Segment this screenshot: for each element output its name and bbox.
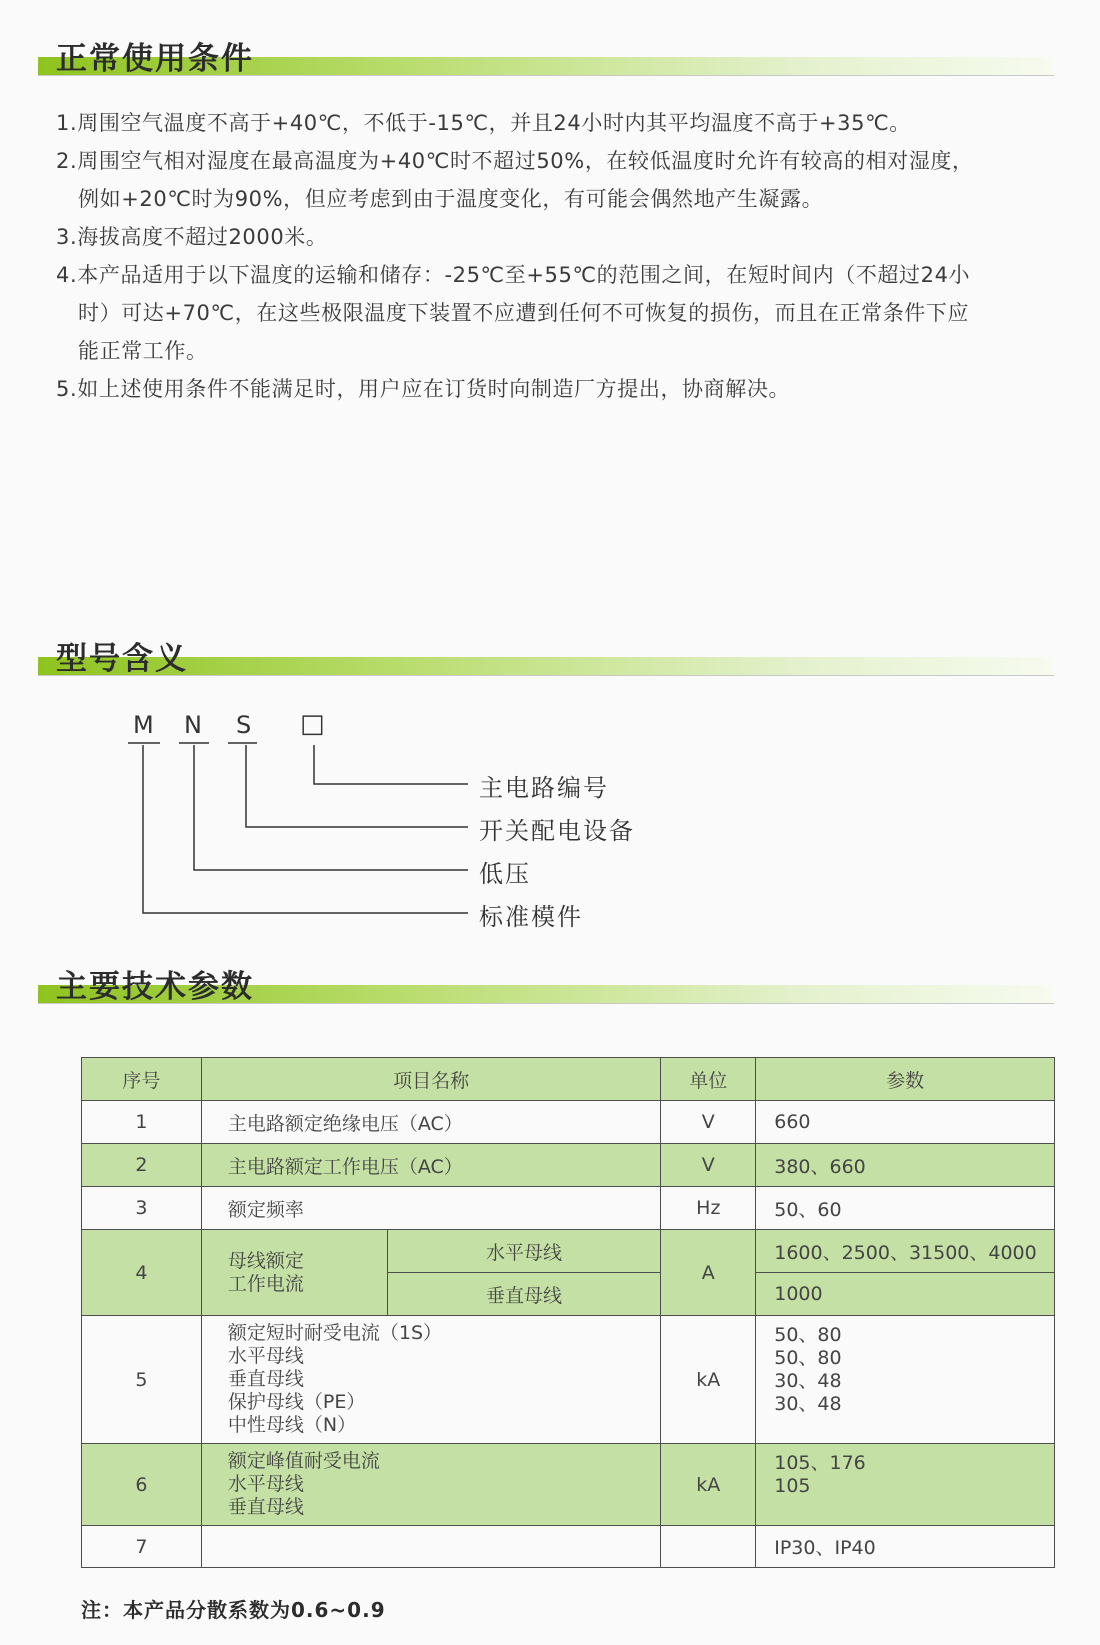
conditions-list bbox=[56, 104, 1056, 408]
model-label-low-voltage: 低压 bbox=[479, 860, 531, 888]
table-row: 1 主电路额定绝缘电压（AC） V 660 bbox=[82, 1101, 1055, 1144]
condition-item: 4.本产品适用于以下温度的运输和储存：-25℃至+55℃的范围之间，在短时间内（不超过24小 时）可达+70℃，在这些极限温度下装置不应遭到任何不可恢复的损伤，而且在正常条件下应 能正常工作。 bbox=[56, 263, 971, 363]
header-unit: 单位 bbox=[661, 1058, 756, 1101]
table-row: 2 主电路额定工作电压（AC） V 380、660 bbox=[82, 1144, 1055, 1187]
parameters-table bbox=[81, 1057, 1055, 1568]
condition-item: 5.如上述使用条件不能满足时，用户应在订货时向制造厂方提出，协商解决。 bbox=[56, 377, 791, 401]
section-title-model: 型号含义 bbox=[56, 641, 188, 677]
model-label-standard-module: 标准模件 bbox=[479, 903, 583, 931]
header-params: 参数 bbox=[756, 1058, 1055, 1101]
model-letter-box: □ bbox=[300, 709, 325, 739]
condition-item: 3.海拔高度不超过2000米。 bbox=[56, 225, 328, 249]
condition-item: 2.周围空气相对湿度在最高温度为+40℃时不超过50%，在较低温度时允许有较高的相对湿度， 例如+20℃时为90%，但应考虑到由于温度变化，有可能会偶然地产生凝露。 bbox=[56, 149, 974, 211]
table-row: 4 母线额定 工作电流 水平母线 A 1600、2500、31500、4000 bbox=[82, 1230, 1055, 1273]
busbar-current-label: 母线额定 工作电流 bbox=[201, 1230, 387, 1316]
header-index: 序号 bbox=[82, 1058, 202, 1101]
model-label-circuit-number: 主电路编号 bbox=[479, 774, 609, 802]
table-row: 6 额定峰值耐受电流 水平母线 垂直母线 kA 105、176 105 bbox=[82, 1444, 1055, 1526]
table-row: 垂直母线 1000 bbox=[82, 1273, 1055, 1316]
header-item-name: 项目名称 bbox=[201, 1058, 660, 1101]
section-underline-bar bbox=[38, 657, 1054, 675]
table-header-row bbox=[82, 1058, 1055, 1101]
model-letter-s: S bbox=[236, 711, 252, 739]
footnote: 注：本产品分散系数为0.6~0.9 bbox=[81, 1598, 386, 1622]
section-divider bbox=[38, 675, 1054, 676]
model-label-switchgear: 开关配电设备 bbox=[479, 817, 635, 845]
section-title-conditions: 正常使用条件 bbox=[56, 41, 254, 77]
section-title-params: 主要技术参数 bbox=[56, 969, 254, 1005]
table-row: 3 额定频率 Hz 50、60 bbox=[82, 1187, 1055, 1230]
table-row: 5 额定短时耐受电流（1S） 水平母线 垂直母线 保护母线（PE） 中性母线（N） kA 50、80 50、80 30、48 30、48 bbox=[82, 1316, 1055, 1444]
model-letter-m: M bbox=[133, 711, 154, 739]
table-row: 7 IP30、IP40 bbox=[82, 1526, 1055, 1568]
condition-item: 1.周围空气温度不高于+40℃，不低于-15℃，并且24小时内其平均温度不高于+35℃。 bbox=[56, 111, 911, 135]
model-letter-n: N bbox=[184, 711, 202, 739]
model-connector-lines bbox=[0, 700, 480, 930]
